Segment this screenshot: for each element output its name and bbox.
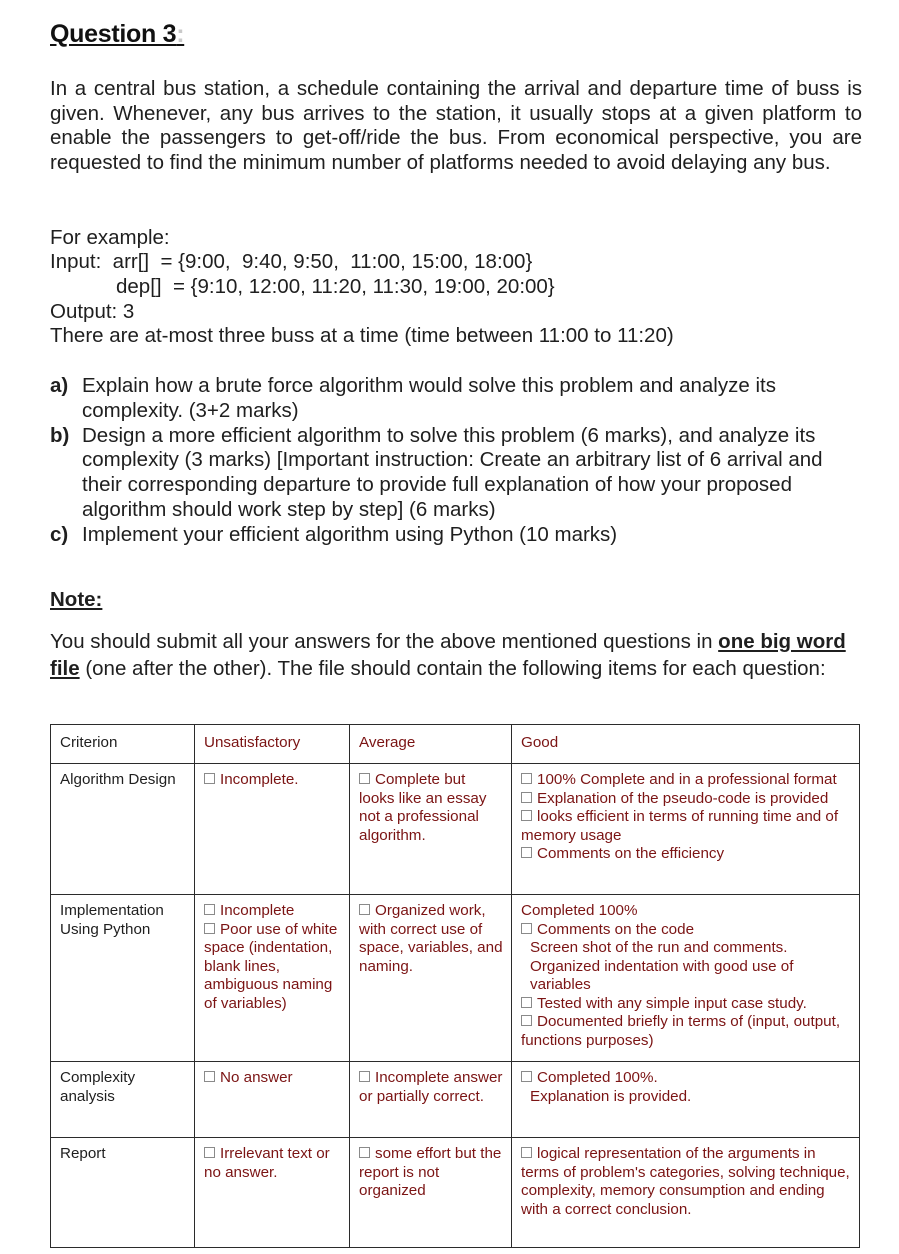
unsatisfactory-cell: Incomplete Poor use of white space (indentation, blank lines, ambiguous naming of variables) — [195, 895, 350, 1062]
emphasis-word-file: one big word file — [50, 630, 846, 680]
question-item — [50, 523, 862, 548]
header-average: Average — [350, 725, 512, 764]
checkbox-icon — [359, 773, 370, 784]
good-cell: logical representation of the arguments in terms of problem's categories, solving technique, complexity, memory consumption and ending with a correct conclusion. — [512, 1138, 860, 1248]
unsatisfactory-cell: No answer — [195, 1062, 350, 1138]
good-cell: 100% Complete and in a professional format Explanation of the pseudo-code is provided looks efficient in terms of running time and of memory usage Comments on the efficiency — [512, 764, 860, 895]
good-cell: Completed 100%. Explanation is provided. — [512, 1062, 860, 1138]
question-label: a) — [50, 374, 69, 397]
question-text: Explain how a brute force algorithm would solve this problem and analyze its complexity. (3+2 marks) — [82, 374, 776, 422]
rubric-header-row — [51, 725, 860, 764]
average-cell: Complete but looks like an essay not a professional algorithm. — [350, 764, 512, 895]
rubric-row-report — [51, 1138, 860, 1248]
checkbox-icon — [521, 1015, 532, 1026]
submission-instructions: You should submit all your answers for the above mentioned questions in one big word file (one after the other). The file should contain the following items for each question: — [50, 630, 846, 680]
note-heading: Note: — [50, 588, 103, 611]
checkbox-icon — [521, 773, 532, 784]
question-item — [50, 424, 862, 523]
example-explanation: There are at-most three buss at a time (time between 11:00 to 11:20) — [50, 324, 674, 347]
checkbox-icon — [521, 923, 532, 934]
checkbox-icon — [359, 904, 370, 915]
unsatisfactory-cell: Irrelevant text or no answer. — [195, 1138, 350, 1248]
header-criterion: Criterion — [51, 725, 195, 764]
checkbox-icon — [359, 1147, 370, 1158]
example-heading: For example: — [50, 226, 170, 249]
rubric-table — [50, 724, 860, 1248]
checkbox-icon — [521, 847, 532, 858]
problem-statement: In a central bus station, a schedule containing the arrival and departure time of buss is given. Whenever, any bus arrives to the station, it usually stops at a given platform to enable the passengers to get-off/ride the bus. From economical perspective, you are requested to find the minimum number of platforms needed to avoid delaying any bus. — [50, 77, 862, 174]
checkbox-icon — [204, 1071, 215, 1082]
rubric-row-complexity — [51, 1062, 860, 1138]
criterion-cell: Algorithm Design — [51, 764, 195, 895]
rubric-row-algorithm-design — [51, 764, 860, 895]
rubric-row-implementation — [51, 895, 860, 1062]
question-label: c) — [50, 522, 69, 546]
question-title: Question 3: — [50, 20, 185, 48]
checkbox-icon — [204, 1147, 215, 1158]
header-good: Good — [512, 725, 860, 764]
checkbox-icon — [359, 1071, 370, 1082]
example-output-line: Output: 3 — [50, 300, 135, 323]
unsatisfactory-cell: Incomplete. — [195, 764, 350, 895]
average-cell: some effort but the report is not organized — [350, 1138, 512, 1248]
checkbox-icon — [521, 1147, 532, 1158]
good-cell: Completed 100% Comments on the code Screen shot of the run and comments. Organized indentation with good use of variables Tested with any simple input case study. Documented briefly in terms of (input, output, functions purposes) — [512, 895, 860, 1062]
question-list — [50, 374, 862, 548]
question-label: b) — [50, 423, 70, 447]
question-text: Design a more efficient algorithm to solve this problem (6 marks), and analyze its complexity (3 marks) [Important instruction: Create an arbitrary list of 6 arrival and their corresponding departure to provide full explanation of how your proposed algorithm should work step by step] (6 marks) — [82, 423, 823, 521]
checkbox-icon — [204, 773, 215, 784]
average-cell: Organized work, with correct use of space, variables, and naming. — [350, 895, 512, 1062]
criterion-cell: Report — [51, 1138, 195, 1248]
example-dep-line: dep[] = {9:10, 12:00, 11:20, 11:30, 19:00, 20:00} — [116, 275, 555, 298]
average-cell: Incomplete answer or partially correct. — [350, 1062, 512, 1138]
criterion-cell: Complexity analysis — [51, 1062, 195, 1138]
checkbox-icon — [521, 997, 532, 1008]
criterion-cell: Implementation Using Python — [51, 895, 195, 1062]
checkbox-icon — [521, 792, 532, 803]
header-unsatisfactory: Unsatisfactory — [195, 725, 350, 764]
checkbox-icon — [521, 1071, 532, 1082]
example-input-line: Input: arr[] = {9:00, 9:40, 9:50, 11:00, 15:00, 18:00} — [50, 250, 533, 273]
question-item — [50, 374, 862, 424]
checkbox-icon — [204, 923, 215, 934]
question-text: Implement your efficient algorithm using Python (10 marks) — [82, 522, 618, 546]
checkbox-icon — [521, 810, 532, 821]
checkbox-icon — [204, 904, 215, 915]
